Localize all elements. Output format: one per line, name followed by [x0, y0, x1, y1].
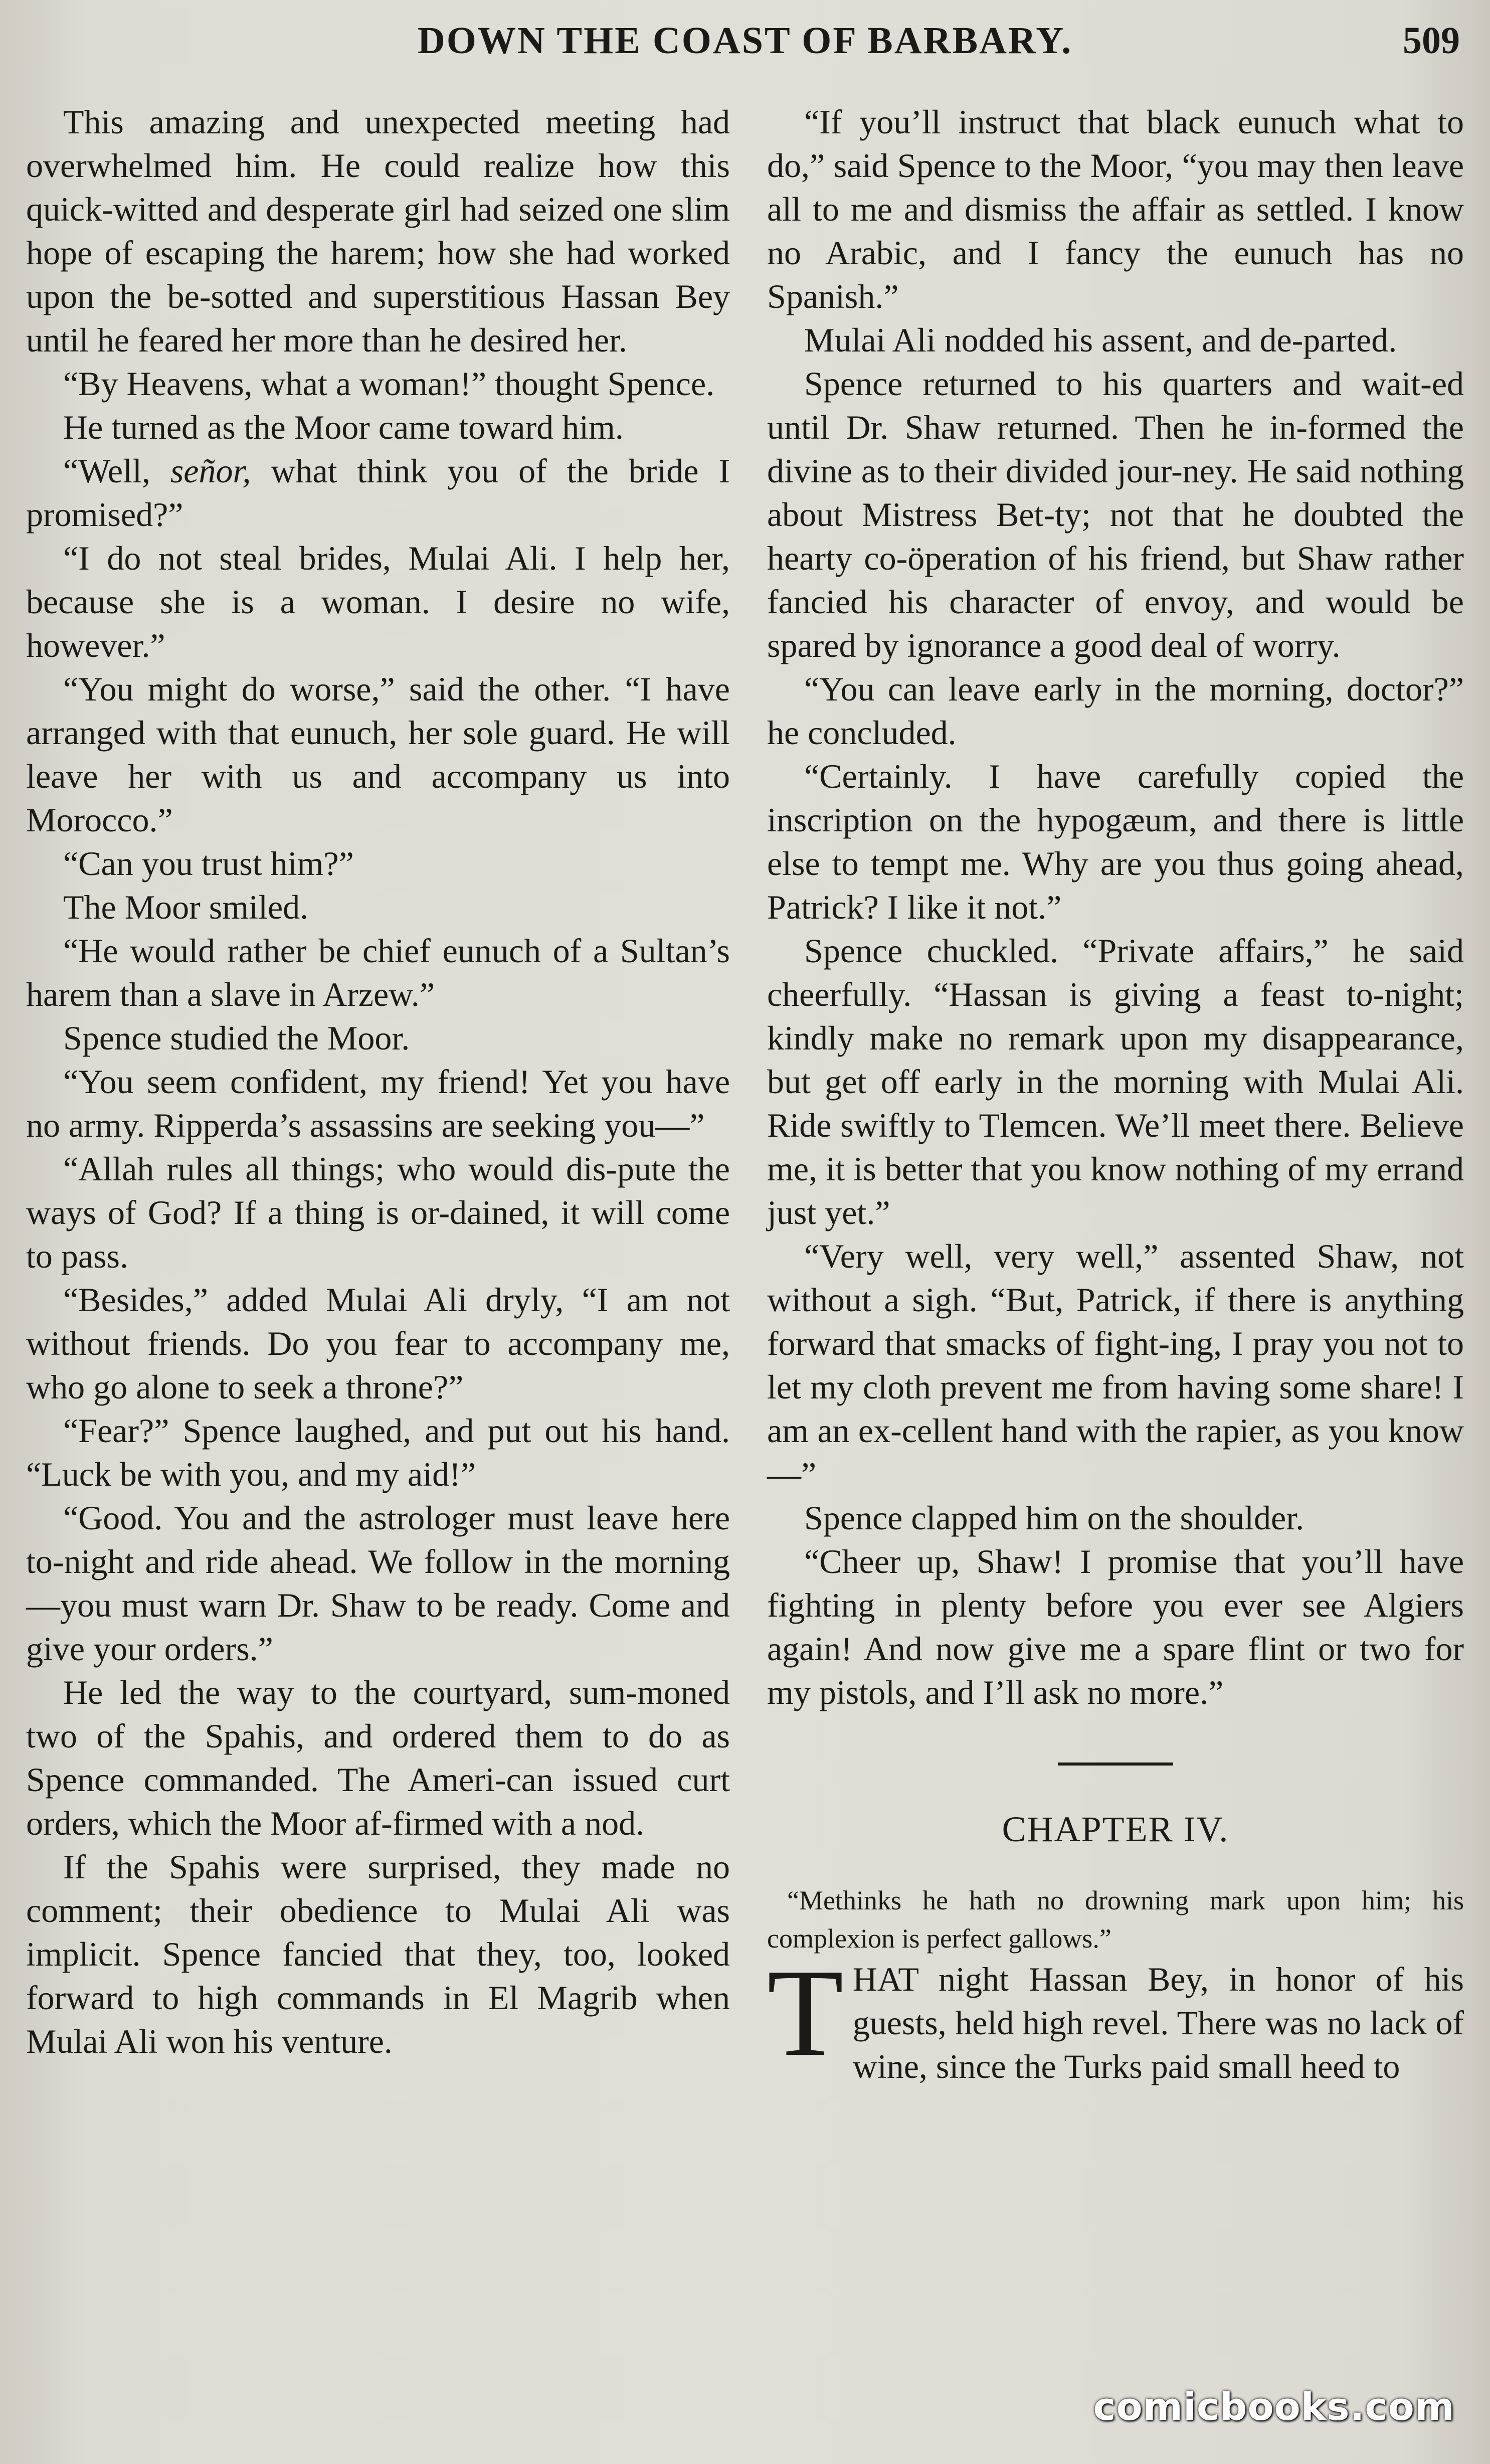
paragraph: He led the way to the courtyard, sum-moned two of the Spahis, and ordered them to do as Spence commanded. The Ameri-can issued curt orders, which the Moor af-firmed with a nod. [26, 1673, 730, 1842]
paragraph: “Allah rules all things; who would dis-pute the ways of God? If a thing is or-dained, it will come to pass. [26, 1150, 730, 1275]
paragraph: “By Heavens, what a woman!” thought Spence. [63, 365, 715, 403]
watermark: comicbooks.com [1093, 2384, 1455, 2429]
paragraph: “You seem confident, my friend! Yet you have no army. Ripperda’s assassins are seeking you—” [26, 1063, 730, 1144]
paragraph: This amazing and unexpected meeting had overwhelmed him. He could realize how this quick-witted and desperate girl had seized one slim hope of escaping the harem; how she had worked upon the be-sotted and superstitious Hassan Bey until he feared her more than he desired her. [26, 103, 730, 359]
paragraph: “Fear?” Spence laughed, and put out his hand. “Luck be with you, and my aid!” [26, 1412, 730, 1493]
drop-cap: T [767, 1944, 844, 2082]
paragraph: “Very well, very well,” assented Shaw, not without a sigh. “But, Patrick, if there is anything forward that smacks of fight-ing, I pray you not to let my cloth prevent me from having some share! I am an ex-cellent hand with the rapier, as you know—” [767, 1237, 1464, 1493]
paragraph: Spence chuckled. “Private affairs,” he said cheerfully. “Hassan is giving a feast to-night; kindly make no remark upon my disappearance, but get off early in the morning with Mulai Ali. Ride swiftly to Tlemcen. We’ll meet there. Believe me, it is better that you know nothing of my errand just yet.” [767, 932, 1464, 1231]
paragraph: If the Spahis were surprised, they made no comment; their obedience to Mulai Ali was implicit. Spence fancied that they, too, looked forward to high commands in El Magrib when Mulai Ali won his venture. [26, 1848, 730, 2060]
paragraph: Spence studied the Moor. [63, 1019, 410, 1057]
running-head [0, 19, 1490, 74]
paragraph: Spence clapped him on the shoulder. [804, 1499, 1305, 1537]
paragraph: “Can you trust him?” [63, 844, 354, 883]
page-number: 509 [1403, 20, 1460, 62]
paragraph: “You might do worse,” said the other. “I have arranged with that eunuch, her sole guard. He will leave her with us and accompany us into Morocco.” [26, 670, 730, 839]
quote-open: “Well, [63, 452, 170, 490]
paragraph: “If you’ll instruct that black eunuch what to do,” said Spence to the Moor, “you may then leave all to me and dismiss the affair as settled. I know no Arabic, and I fancy the eunuch has no Spanish.” [767, 103, 1464, 315]
chapter-epigraph: “Methinks he hath no drowning mark upon him; his complexion is perfect gallows.” [767, 1885, 1464, 1954]
paragraph: “He would rather be chief eunuch of a Sultan’s harem than a slave in Arzew.” [26, 932, 730, 1013]
paragraph: The Moor smiled. [63, 888, 309, 926]
chapter-opening-paragraph [767, 1944, 1464, 2088]
paragraph [26, 449, 730, 537]
paragraph: “Cheer up, Shaw! I promise that you’ll have fighting in plenty before you ever see Algiers again! And now give me a spare flint or two for my pistols, and I’ll ask no more.” [767, 1542, 1464, 1711]
left-column [26, 100, 730, 2063]
paragraph: Mulai Ali nodded his assent, and de-parted. [804, 321, 1397, 359]
opening-text: HAT night Hassan Bey, in honor of his guests, held high revel. There was no lack of wine, since the Turks paid small heed to [852, 1960, 1464, 2085]
paragraph: “I do not steal brides, Mulai Ali. I help her, because she is a woman. I desire no wife, however.” [26, 539, 730, 664]
chapter-heading: CHAPTER IV. [1002, 1809, 1229, 1849]
running-title: DOWN THE COAST OF BARBARY. [417, 20, 1073, 62]
right-column [767, 100, 1464, 2088]
paragraph: Spence returned to his quarters and wait-ed until Dr. Shaw returned. Then he in-formed the divine as to their divided jour-ney. He said nothing about Mistress Bet-ty; not that he doubted the hearty co-öperation of his friend, but Shaw rather fancied his character of envoy, and would be spared by ignorance a good deal of worry. [767, 365, 1464, 664]
paragraph: “Good. You and the astrologer must leave here to-night and ride ahead. We follow in the morning—you must warn Dr. Shaw to be ready. Come and give your orders.” [26, 1499, 730, 1668]
paragraph: He turned as the Moor came toward him. [63, 408, 624, 446]
paragraph: “Certainly. I have carefully copied the inscription on the hypogæum, and there is little else to tempt me. Why are you thus going ahead, Patrick? I like it not.” [767, 757, 1464, 926]
paragraph: “You can leave early in the morning, doctor?” he concluded. [767, 670, 1464, 752]
quote-rest: what think you of the bride I promised?” [26, 452, 730, 534]
italic-word: señor, [170, 452, 251, 490]
paragraph: “Besides,” added Mulai Ali dryly, “I am not without friends. Do you fear to accompany me, who go alone to seek a throne?” [26, 1281, 730, 1406]
section-divider [1058, 1763, 1173, 1766]
